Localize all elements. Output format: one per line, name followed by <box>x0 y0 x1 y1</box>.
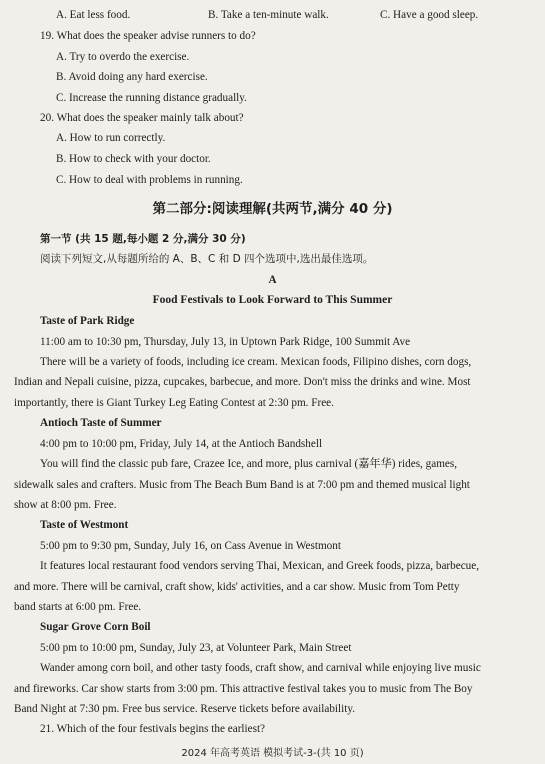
section1-instruction: 阅读下列短文,从每题所给的 A、B、C 和 D 四个选项中,选出最佳选项。 <box>40 253 374 265</box>
festival-desc: and more. There will be carnival, craft show, kids' activities, and a car show. Music from Tom Petty <box>14 581 460 593</box>
festival-when: 5:00 pm to 9:30 pm, Sunday, July 16, on Cass Avenue in Westmont <box>40 540 341 552</box>
festival-desc: Band Night at 7:30 pm. Free bus service. Reserve tickets before availability. <box>14 703 356 715</box>
festival-desc: show at 8:00 pm. Free. <box>14 499 117 511</box>
festival-desc: importantly, there is Giant Turkey Leg Eating Contest at 2:30 pm. Free. <box>14 397 334 409</box>
q19-option-a: A. Try to overdo the exercise. <box>56 51 190 63</box>
festival-name: Antioch Taste of Summer <box>40 417 162 429</box>
festival-desc: There will be a variety of foods, including ice cream. Mexican foods, Filipino dishes, corn dogs, <box>40 356 472 368</box>
festival-desc: and fireworks. Car show starts from 3:00 pm. This attractive festival takes you to music from The Boy <box>14 683 473 695</box>
q20-option-c: C. How to deal with problems in running. <box>56 174 243 186</box>
q18-option-c: C. Have a good sleep. <box>380 9 479 21</box>
part2-heading: 第二部分:阅读理解(共两节,满分 40 分) <box>152 201 393 217</box>
q20-option-a: A. How to run correctly. <box>56 132 166 144</box>
passage-title: Food Festivals to Look Forward to This Summer <box>152 294 393 306</box>
festival-when: 5:00 pm to 10:00 pm, Sunday, July 23, at Volunteer Park, Main Street <box>40 642 352 654</box>
festival-when: 11:00 am to 10:30 pm, Thursday, July 13, in Uptown Park Ridge, 100 Summit Ave <box>40 336 411 348</box>
festival-desc: band starts at 6:00 pm. Free. <box>14 601 142 613</box>
festival-desc: Wander among corn boil, and other tasty foods, craft show, and carnival while enjoying live music <box>40 662 481 674</box>
festival-desc: Indian and Nepali cuisine, pizza, cupcakes, barbecue, and more. Don't miss the drinks and wine. Most <box>14 376 471 388</box>
q20-stem: 20. What does the speaker mainly talk about? <box>40 112 244 124</box>
festival-name: Taste of Park Ridge <box>40 315 135 327</box>
q19-option-c: C. Increase the running distance gradually. <box>56 92 247 104</box>
q21-stem: 21. Which of the four festivals begins the earliest? <box>40 723 266 735</box>
festival-name: Sugar Grove Corn Boil <box>40 621 151 633</box>
festival-desc: It features local restaurant food vendors serving Thai, Mexican, and Greek foods, pizza, barbecue, <box>40 560 480 572</box>
page-footer: 2024 年高考英语 模拟考试-3-(共 10 页) <box>181 748 364 759</box>
festival-desc: sidewalk sales and crafters. Music from The Beach Bum Band is at 7:00 pm and themed musical light <box>14 479 470 491</box>
q20-option-b: B. How to check with your doctor. <box>56 153 211 165</box>
q19-stem: 19. What does the speaker advise runners to do? <box>40 30 256 42</box>
festival-desc: You will find the classic pub fare, Crazee Ice, and more, plus carnival (嘉年华) rides, games, <box>40 458 458 470</box>
q19-option-b: B. Avoid doing any hard exercise. <box>56 71 208 83</box>
passage-letter: A <box>268 274 277 286</box>
q18-option-a: A. Eat less food. <box>56 9 131 21</box>
q18-option-b: B. Take a ten-minute walk. <box>208 9 329 21</box>
festival-name: Taste of Westmont <box>40 519 129 531</box>
festival-when: 4:00 pm to 10:00 pm, Friday, July 14, at the Antioch Bandshell <box>40 438 323 450</box>
section1-heading: 第一节 (共 15 题,每小题 2 分,满分 30 分) <box>40 233 246 245</box>
